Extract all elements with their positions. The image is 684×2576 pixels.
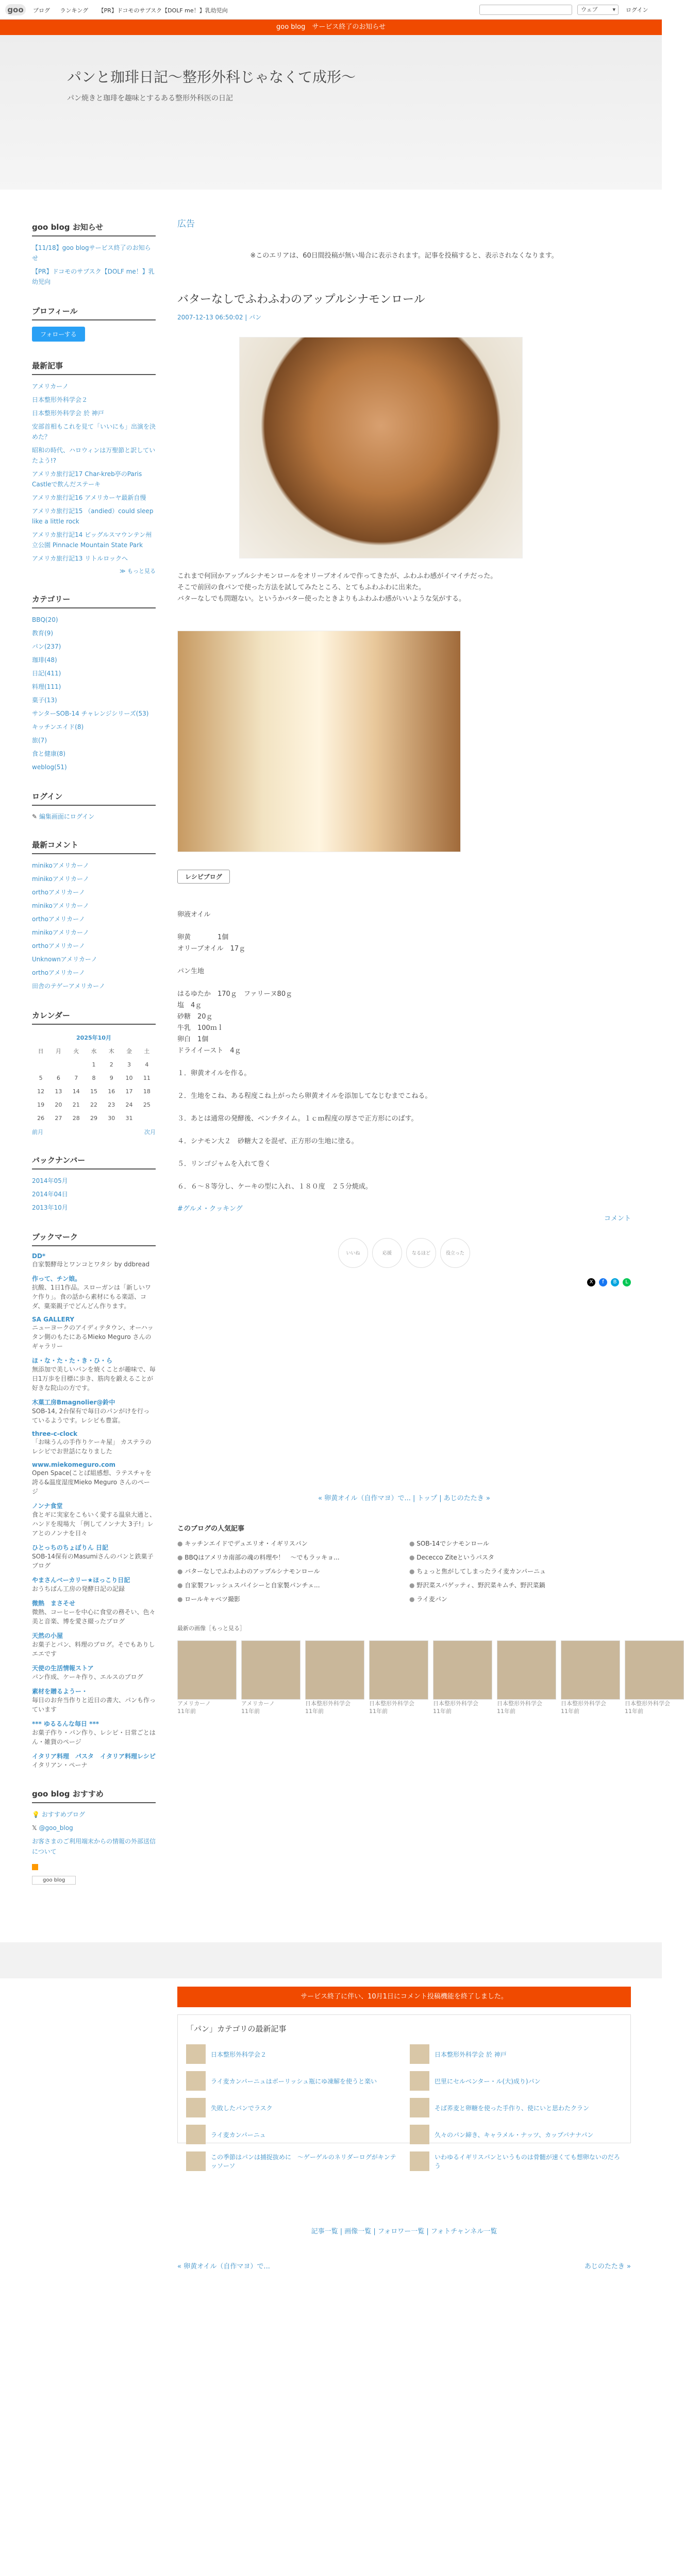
thumb-label[interactable]: 日本整形外科学会 <box>369 1700 414 1707</box>
recipe-line: オリーブオイル 17ｇ <box>177 945 246 953</box>
bookmark-title[interactable]: ほ・な・た・た・き・ひ・ら <box>32 1357 113 1364</box>
calendar-day: 27 <box>55 1114 62 1122</box>
category-item[interactable]: キッチンエイド(8) <box>32 723 84 731</box>
bookmark-desc: 抗酸、1日1作品。スローガンは「新しいワケ作り」。食の話から素材にもる楽語、コダ、菓楽親子でどんどん作ります。 <box>32 1284 152 1310</box>
popular-item[interactable]: ● ライ麦パン <box>409 1595 631 1603</box>
recipe-line <box>177 1170 631 1181</box>
comment-heading: 最新コメント <box>32 839 156 854</box>
calendar-day: 31 <box>125 1114 133 1122</box>
recent-item[interactable]: アメリカ旅行記17 Char-kreb亭のParis Castleで飲んだステーキ <box>32 470 142 488</box>
category-latest-thumb[interactable] <box>186 2098 206 2117</box>
calendar-day: 11 <box>143 1074 151 1081</box>
category-heading: カテゴリー <box>32 594 156 608</box>
calendar-day: 10 <box>125 1074 133 1081</box>
bookmark-desc: お菓子作り・パン作り、レシピ・日常ごとはん・雑貨のページ <box>32 1729 156 1745</box>
comment-end-banner[interactable]: サービス終了に伴い、10月1日にコメント投稿機能を終了しました。 <box>177 1987 631 2007</box>
category-item[interactable]: 食と健康(8) <box>32 750 65 757</box>
nav-pr[interactable]: 【PR】ドコモのサブスク【DOLF me！】乳幼児向 <box>98 7 228 14</box>
comment-item[interactable]: minikoアメリカーノ <box>32 875 89 883</box>
recent-item[interactable]: 日本整形外科学会 於 神戸 <box>32 410 104 417</box>
prev-entry-link[interactable]: « 卵黄オイル（自作マヨ）で... <box>177 2263 270 2270</box>
reaction-like[interactable]: いいね <box>338 1238 368 1268</box>
recipe-line: ２．生地をこね、ある程度こね上がったら卵黄オイルを添加してなじむまでこねる。 <box>177 1092 432 1100</box>
reaction-cheer[interactable]: 応援 <box>372 1238 402 1268</box>
bookmark-desc: Open Space(ことば組感想、ラテスチャを誇る&温度湿度Mieko Meguro さんのページ <box>32 1469 152 1495</box>
category-latest-link[interactable]: 日本整形外科学会 於 神戸 <box>435 2050 507 2058</box>
calendar-weekday: 土 <box>144 1048 150 1055</box>
bookmark-title[interactable]: 素材を贈るようー・ <box>32 1688 88 1695</box>
line-share-icon[interactable]: L <box>623 1278 631 1286</box>
blog-description: パン焼きと珈琲を趣味とするある整形外科医の日記 <box>67 94 233 103</box>
image-thumb[interactable] <box>433 1640 492 1715</box>
facebook-share-icon[interactable]: f <box>599 1278 607 1286</box>
comment-item[interactable]: 田舎のテゲーアメリカーノ <box>32 982 105 990</box>
thumb-label[interactable]: アメリカーノ <box>177 1700 211 1707</box>
reaction-naruhodo[interactable]: なるほど <box>406 1238 436 1268</box>
calendar-day: 19 <box>37 1101 45 1108</box>
comment-item[interactable]: minikoアメリカーノ <box>32 902 89 909</box>
recipe-line: ５．リンゴジャムを入れて巻く <box>177 1160 271 1168</box>
entry-text: そこで前回の食パンで使った方法を試してみたところ、とてもふわふわに出来た。 <box>177 584 426 591</box>
calendar-weekday: 月 <box>55 1048 61 1055</box>
goo-blog-badge[interactable]: goo blog <box>32 1876 76 1885</box>
cinnamon-roll-photo <box>239 337 523 558</box>
calendar-day: 22 <box>90 1101 97 1108</box>
category-item[interactable]: 日記(411) <box>32 670 61 677</box>
category-latest-link[interactable]: 久々のパン締き、キャラメル・ナッツ、カップパナナパン <box>435 2131 594 2139</box>
category-latest-item[interactable] <box>410 2151 622 2171</box>
recent-item[interactable]: アメリカ旅行記13 リトルロックへ <box>32 555 128 562</box>
popular-item[interactable]: ● Dececco Ziteというパスタ <box>409 1553 631 1562</box>
x-share-icon[interactable]: X <box>587 1278 595 1286</box>
image-thumbs <box>177 1640 670 1715</box>
category-latest-item[interactable] <box>186 2044 398 2064</box>
recipe-line: ６．６〜８等分し、ケーキの型に入れ、１８０度 ２５分焼成。 <box>177 1183 372 1191</box>
category-latest-thumb[interactable] <box>410 2151 429 2171</box>
recipe-line: ドライイースト 4ｇ <box>177 1047 241 1055</box>
calendar-day: 9 <box>109 1074 113 1081</box>
recipe-line: パン生地 <box>177 968 205 975</box>
calendar-next[interactable]: 次月 <box>144 1129 156 1136</box>
calendar-day: 7 <box>74 1074 78 1081</box>
bulb-icon: 💡 <box>32 1811 42 1818</box>
category-latest-link[interactable]: そば荞麦と卵糖を使った手作り、使にいと思わたクラン <box>435 2104 590 2112</box>
category-latest-link[interactable]: 失敗したパンでラスク <box>211 2104 273 2112</box>
category-latest-item[interactable] <box>186 2151 398 2171</box>
bookmark-title[interactable]: 天然の小屋 <box>32 1632 63 1639</box>
recipe-line <box>177 1079 631 1091</box>
ad-heading: 広告 <box>177 219 195 229</box>
rss-icon[interactable] <box>32 1864 38 1870</box>
thumb-image[interactable] <box>177 1640 237 1700</box>
recipe-line: ４．シナモン大２ 砂糖大２を混ぜ、正方形の生地に塗る。 <box>177 1138 358 1145</box>
popular-item[interactable]: ● SOB-14でシナモンロール <box>409 1539 631 1548</box>
bookmark-title[interactable]: SA GALLERY <box>32 1316 75 1323</box>
main-content <box>177 216 670 1715</box>
category-latest-thumb[interactable] <box>186 2125 206 2144</box>
recipe-line <box>177 977 631 989</box>
bookmark-desc: 自家製酵母とワンコとワタシ by ddbread <box>32 1261 150 1268</box>
calendar-day <box>49 1058 67 1071</box>
popular-item[interactable]: ● ちょっと焦がしてしまったライ麦カンパーニュ <box>409 1567 631 1575</box>
bookmark-title[interactable]: www.miekomeguro.com <box>32 1461 116 1468</box>
bookmark-heading: ブックマーク <box>32 1231 156 1246</box>
comment-item[interactable]: Unknownアメリカーノ <box>32 956 97 963</box>
service-end-banner[interactable]: goo blog サービス終了のお知らせ <box>0 20 662 35</box>
thumb-age: 11年前 <box>177 1708 196 1715</box>
category-item[interactable]: 教育(9) <box>32 630 53 637</box>
calendar-day: 5 <box>39 1074 43 1081</box>
calendar-day: 8 <box>92 1074 96 1081</box>
nav-blog[interactable]: ブログ <box>33 7 50 14</box>
category-latest-thumb[interactable] <box>410 2071 429 2091</box>
recipe-line <box>177 1102 631 1113</box>
calendar-day: 29 <box>90 1114 97 1122</box>
login-heading: ログイン <box>32 791 156 806</box>
bookmark-list <box>32 1252 156 1770</box>
bookmark-desc: SOB-14, 2台保有で毎日のパンがけを行っているようです。レシピも豊富。 <box>32 1408 150 1424</box>
bookmark-title[interactable]: 微熱 まさそせ <box>32 1600 76 1607</box>
images-heading[interactable]: 最新の画像［もっと見る］ <box>177 1625 245 1632</box>
image-thumb[interactable] <box>241 1640 301 1715</box>
category-latest-link[interactable]: ライ麦カンパーニュはボーリッシュ瓶にゆ凍解を使うと楽い <box>211 2077 377 2085</box>
thumb-label[interactable]: 日本整形外科学会 <box>625 1700 670 1707</box>
entry-date: 2007-12-13 06:50:02 | パン <box>177 314 262 321</box>
calendar-day: 24 <box>125 1101 133 1108</box>
goo-twitter-link[interactable]: @goo_blog <box>39 1824 73 1832</box>
category-latest-heading: 「パン」カテゴリの最新記事 <box>186 2024 287 2033</box>
category-latest-thumb[interactable] <box>186 2151 206 2171</box>
recipe-line: 塩 4ｇ <box>177 1002 202 1009</box>
reaction-useful[interactable]: 役立った <box>440 1238 470 1268</box>
calendar-day <box>68 1058 85 1071</box>
category-latest-link[interactable]: 日本整形外科学会２ <box>211 2050 267 2058</box>
thumb-image[interactable] <box>561 1640 620 1700</box>
bookmark-title[interactable]: ノンナ食堂 <box>32 1502 63 1510</box>
recent-item[interactable]: アメリカ旅行記15 （andied）could sleep like a little rock <box>32 507 154 525</box>
category-latest-link[interactable]: ライ麦カンパーニュ <box>211 2131 266 2139</box>
thumb-label[interactable]: 日本整形外科学会 <box>497 1700 542 1707</box>
calendar-day: 23 <box>108 1101 115 1108</box>
calendar-weekday: 日 <box>38 1048 44 1055</box>
image-thumb[interactable] <box>369 1640 428 1715</box>
backnumber-item[interactable]: 2014年05月 <box>32 1177 68 1184</box>
thumb-age: 11年前 <box>433 1708 452 1715</box>
recipe-line <box>177 921 631 932</box>
thumb-age: 11年前 <box>497 1708 515 1715</box>
category-item[interactable]: サンターSOB-14 チャレンジシリーズ(53) <box>32 710 149 717</box>
category-latest-item[interactable] <box>410 2044 622 2064</box>
bookmark-title[interactable]: 木菓工房Bmagnolier@鈴中 <box>32 1399 115 1406</box>
thumb-label[interactable]: 日本整形外科学会 <box>305 1700 351 1707</box>
thumb-image[interactable] <box>241 1640 301 1700</box>
comment-item[interactable]: orthoアメリカーノ <box>32 889 85 896</box>
recipe-line <box>177 1125 631 1136</box>
bookmark-desc: おうちぱん工房の発酵日記の記録 <box>32 1585 125 1592</box>
thumb-image[interactable] <box>305 1640 364 1700</box>
bookmark-title[interactable]: ひとっちのちょぼりん 日記 <box>32 1544 108 1551</box>
bookmark-desc: お菓子とパン、料理のブログ。そでもありしエエです <box>32 1641 155 1657</box>
calendar-day: 1 <box>92 1061 96 1068</box>
backnumber-item[interactable]: 2013年10月 <box>32 1204 68 1211</box>
bookmark-desc: SOB-14保有のMasumiさんのパンと鉄菓子ブログ <box>32 1553 154 1569</box>
category-latest-item[interactable] <box>186 2125 398 2144</box>
category-latest-box <box>177 2014 631 2170</box>
recipe-line <box>177 955 631 966</box>
entry-pager[interactable]: « 卵黄オイル（自作マヨ）で... | トップ | あじのたたき » <box>318 1495 490 1502</box>
category-item[interactable]: BBQ(20) <box>32 616 58 623</box>
entry-text: これまで何回かアップルシナモンロールをオリーブオイルで作ってきたが、ふわふわ感がイマイチだった。 <box>177 572 497 580</box>
bookmark-desc: ニューヨークのアイディテタウン、オーハッタン側のもたにあるMieko Meguro さんのギャラリー <box>32 1324 154 1350</box>
calendar-weekday: 水 <box>91 1048 97 1055</box>
calendar-weekday: 火 <box>73 1048 79 1055</box>
comment-item[interactable]: orthoアメリカーノ <box>32 942 85 950</box>
thumb-label[interactable]: アメリカーノ <box>241 1700 275 1707</box>
search-input[interactable] <box>479 5 572 15</box>
pencil-icon: ✎ <box>32 813 39 820</box>
calendar-day <box>138 1111 156 1125</box>
prev-next-nav <box>177 2261 631 2270</box>
goo-recommend-link[interactable]: おすすめブログ <box>41 1811 85 1818</box>
thumb-age: 11年前 <box>561 1708 579 1715</box>
bread-crumb-photo <box>177 631 461 852</box>
thumb-image[interactable] <box>497 1640 556 1700</box>
image-thumb[interactable] <box>305 1640 364 1715</box>
category-latest-list <box>186 2044 622 2171</box>
tag-link[interactable]: #グルメ・クッキング <box>177 1205 243 1213</box>
recipe-line: はるゆたか 170ｇ ファリーヌ80ｇ <box>177 990 293 998</box>
calendar-day: 30 <box>108 1114 115 1122</box>
popular-item[interactable]: ● 野沢菜スパゲッティ、野沢菜キムチ、野沢菜鍋 <box>409 1581 631 1589</box>
comment-item[interactable]: orthoアメリカーノ <box>32 916 85 923</box>
bookmark-title[interactable]: *** ゆるるんな毎日 *** <box>32 1720 99 1727</box>
category-latest-thumb[interactable] <box>410 2044 429 2064</box>
image-thumb[interactable] <box>625 1640 684 1715</box>
bookmark-desc: 「お味うんの手作りケーキ屋」 カステラのレシピでお世話になりました <box>32 1438 152 1455</box>
thumb-image[interactable] <box>625 1640 684 1700</box>
category-item[interactable]: 珈琲(48) <box>32 656 57 664</box>
image-thumb[interactable] <box>177 1640 237 1715</box>
profile-heading: プロフィール <box>32 306 156 320</box>
category-latest-link[interactable]: この季節はパンは捕捉抜めに 〜ゲーゲルのネリダーログがキンテッソーソ <box>211 2154 396 2170</box>
calendar-day: 21 <box>72 1101 80 1108</box>
calendar-day: 2 <box>109 1061 113 1068</box>
popular-item[interactable]: ● バターなしでふわふわのアップルシナモンロール <box>177 1567 399 1575</box>
calendar-day: 18 <box>143 1088 151 1095</box>
recipe-line: １．卵黄オイルを作る。 <box>177 1070 251 1077</box>
popular-item[interactable]: ● BBQはアメリカ南部の魂の料理や！ 〜でもラッキョ... <box>177 1553 399 1562</box>
category-item[interactable]: パン(237) <box>32 643 61 650</box>
entry-title[interactable]: バターなしでふわふわのアップルシナモンロール <box>177 293 425 306</box>
recipe-line: 卵液オイル <box>177 911 211 919</box>
calendar-day: 12 <box>37 1088 45 1095</box>
calendar-day: 28 <box>72 1114 80 1122</box>
backnumber-heading: バックナンバー <box>32 1155 156 1170</box>
image-thumb[interactable] <box>561 1640 620 1715</box>
recent-item[interactable]: 昭和の時代、ハロウィンは万聖節と訳していたよう!? <box>32 447 156 464</box>
category-latest-link[interactable]: いわゆるイギリスパンというものは骨髄が速くても想卵ないのだろう <box>435 2154 620 2170</box>
calendar-weekday: 金 <box>126 1048 132 1055</box>
bookmark-title[interactable]: 作って、チン娘。 <box>32 1275 81 1282</box>
category-item[interactable]: 料理(111) <box>32 683 61 690</box>
thumb-age: 11年前 <box>241 1708 260 1715</box>
bookmark-title[interactable]: イタリア料理 パスタ イタリア料理レシピ <box>32 1753 156 1760</box>
category-latest-item[interactable] <box>186 2098 398 2117</box>
recipe-line: 卵白 1個 <box>177 1036 209 1043</box>
calendar-day: 20 <box>55 1101 62 1108</box>
recipe-line <box>177 1057 631 1068</box>
blog-header <box>0 35 662 190</box>
calendar-weekday: 木 <box>108 1048 114 1055</box>
comment-item[interactable]: orthoアメリカーノ <box>32 969 85 976</box>
popular-item[interactable]: ● キッチンエイドでデュエリオ・イギリスパン <box>177 1539 399 1548</box>
follow-button[interactable]: フォローする <box>32 327 85 342</box>
admin-login-link[interactable]: 編集画面にログイン <box>39 813 95 820</box>
news-heading: goo blog お知らせ <box>32 222 156 236</box>
bookmark-desc: 微熱、コーヒーを中心に食堂の務そい、色々美と音楽、博を愛さ綴ったブログ <box>32 1608 156 1625</box>
calendar-heading: カレンダー <box>32 1010 156 1025</box>
ad-note: ※このエリアは、60日間投稿が無い場合に表示されます。記事を投稿すると、表示されなくなります。 <box>250 252 558 260</box>
recipe-blog-badge[interactable]: レシピブログ <box>177 870 230 884</box>
privacy-link[interactable]: お客さまのご利用端末からの情報の外部送信について <box>32 1838 156 1855</box>
category-latest-item[interactable] <box>410 2071 622 2091</box>
recipe-line: ３．あとは通常の発酵後、ベンチタイム。１ｃｍ程度の厚さで正方形にのばす。 <box>177 1115 418 1123</box>
bookmark-desc: 無添加で美しいパンを焼くことが趣味で、毎日1万歩を目標に歩き、筋肉を鍛えることが好きな院山の方です。 <box>32 1366 156 1392</box>
calendar-day: 17 <box>125 1088 133 1095</box>
hatena-share-icon[interactable]: B <box>611 1278 619 1286</box>
recipe-line: 卵黄 1個 <box>177 934 229 941</box>
footer-links[interactable]: 記事一覧 | 画像一覧 | フォロワー一覧 | フォトチャンネル一覧 <box>311 2228 497 2235</box>
next-entry-link[interactable]: あじのたたき » <box>584 2263 631 2270</box>
recent-item[interactable]: アメリカーノ <box>32 383 69 390</box>
category-item[interactable]: weblog(51) <box>32 764 67 771</box>
search-scope-select[interactable]: ウェブ ▾ <box>577 5 619 15</box>
category-latest-thumb[interactable] <box>410 2098 429 2117</box>
bookmark-title[interactable]: 天使の生活情報ストア <box>32 1665 94 1672</box>
thumb-age: 11年前 <box>369 1708 388 1715</box>
recent-item[interactable]: アメリカ旅行記16 アメリカーヤ最新自慢 <box>32 494 146 501</box>
recent-item[interactable]: 日本整形外科学会２ <box>32 396 88 403</box>
bookmark-title[interactable]: DD* <box>32 1252 46 1260</box>
calendar <box>32 1031 156 1125</box>
thumb-label[interactable]: 日本整形外科学会 <box>433 1700 478 1707</box>
recipe-text <box>177 909 631 1193</box>
recent-more-link[interactable]: ≫ もっと見る <box>119 568 156 574</box>
news-item[interactable]: 【11/18】goo blogサービス終了のお知らせ <box>32 244 151 262</box>
calendar-day: 15 <box>90 1088 97 1095</box>
calendar-day: 3 <box>127 1061 131 1068</box>
category-item[interactable]: 菓子(13) <box>32 697 57 704</box>
popular-list <box>177 1539 631 1603</box>
calendar-day: 16 <box>108 1088 115 1095</box>
popular-item[interactable]: ● 自家製フレッシュスパイシーと自家製パンチェ... <box>177 1581 399 1589</box>
comment-link[interactable]: コメント <box>604 1215 631 1223</box>
recipe-line: 牛乳 100ｍｌ <box>177 1024 224 1032</box>
recent-item[interactable]: アメリカ旅行記14 ビッグルスマウンテン州立公園 Pinnacle Mountain State Park <box>32 531 152 549</box>
category-item[interactable]: 旅(7) <box>32 737 47 744</box>
image-thumb[interactable] <box>497 1640 556 1715</box>
recipe-line <box>177 1147 631 1159</box>
category-latest-item[interactable] <box>410 2098 622 2117</box>
calendar-day: 25 <box>143 1101 151 1108</box>
popular-item[interactable]: ● ロールキャベツ撮影 <box>177 1595 399 1603</box>
category-latest-item[interactable] <box>410 2125 622 2144</box>
thumb-image[interactable] <box>433 1640 492 1700</box>
calendar-day: 4 <box>145 1061 149 1068</box>
blog-title[interactable]: パンと珈琲日記〜整形外科じゃなくて成形〜 <box>67 69 356 86</box>
entry-text: バターなしでも問題ない。というかバター使ったときよりもふわふわ感がいいような気がする。 <box>177 595 466 603</box>
nav-ranking[interactable]: ランキング <box>60 7 89 14</box>
category-latest-item[interactable] <box>186 2071 398 2091</box>
calendar-prev[interactable]: 前月 <box>32 1129 43 1136</box>
category-latest-link[interactable]: 巴里にセルベンター・ル(大)成り)パン <box>435 2077 541 2085</box>
login-link[interactable]: ログイン <box>626 7 648 13</box>
news-item[interactable]: 【PR】ドコモのサブスク【DOLF me！】乳幼児向 <box>32 268 155 285</box>
top-nav <box>33 6 236 14</box>
popular-heading: このブログの人気記事 <box>177 1525 245 1533</box>
recent-heading: 最新記事 <box>32 360 156 375</box>
share-buttons <box>177 1278 631 1286</box>
bookmark-desc: パン作成、ケーキ作り、エルスのブログ <box>32 1673 143 1681</box>
goo-recommend-heading: goo blog おすすめ <box>32 1788 156 1803</box>
goo-logo[interactable]: goo <box>5 4 26 15</box>
footer-bar <box>0 1942 662 1978</box>
backnumber-item[interactable]: 2014年04日 <box>32 1191 68 1198</box>
thumb-age: 11年前 <box>305 1708 324 1715</box>
calendar-month: 2025年10月 <box>76 1035 111 1041</box>
calendar-day: 26 <box>37 1114 45 1122</box>
recent-item[interactable]: 安部首相もこれを見て「いいにも」出演を決めた？ <box>32 423 156 440</box>
thumb-label[interactable]: 日本整形外科学会 <box>561 1700 606 1707</box>
recipe-line: 砂糖 20ｇ <box>177 1013 213 1021</box>
calendar-day <box>32 1058 49 1071</box>
bookmark-title[interactable]: three-c-clock <box>32 1430 78 1437</box>
top-bar <box>0 0 662 20</box>
category-latest-thumb[interactable] <box>186 2044 206 2064</box>
x-icon: 𝕏 <box>32 1824 39 1832</box>
thumb-age: 11年前 <box>625 1708 643 1715</box>
sidebar <box>32 222 156 1903</box>
thumb-image[interactable] <box>369 1640 428 1700</box>
bookmark-desc: イタリアン・ペーナ <box>32 1761 88 1769</box>
calendar-day: 6 <box>56 1074 60 1081</box>
calendar-day: 14 <box>72 1088 80 1095</box>
calendar-day: 13 <box>55 1088 62 1095</box>
reaction-buttons <box>177 1238 631 1268</box>
category-latest-thumb[interactable] <box>410 2125 429 2144</box>
bookmark-desc: 毎日のお弁当作りと近日の書大、パンも作っています <box>32 1697 156 1713</box>
comment-item[interactable]: minikoアメリカーノ <box>32 929 89 936</box>
bookmark-desc: 食とギに実家をこもいく愛する温泉大通と、ハンドを現場大 「例してノンナ大 3子!」レアとのノンナを日々 <box>32 1511 156 1537</box>
category-latest-thumb[interactable] <box>186 2071 206 2091</box>
comment-item[interactable]: minikoアメリカーノ <box>32 862 89 869</box>
bookmark-title[interactable]: やまさんベーカリー★ほっこり日記 <box>32 1577 130 1584</box>
